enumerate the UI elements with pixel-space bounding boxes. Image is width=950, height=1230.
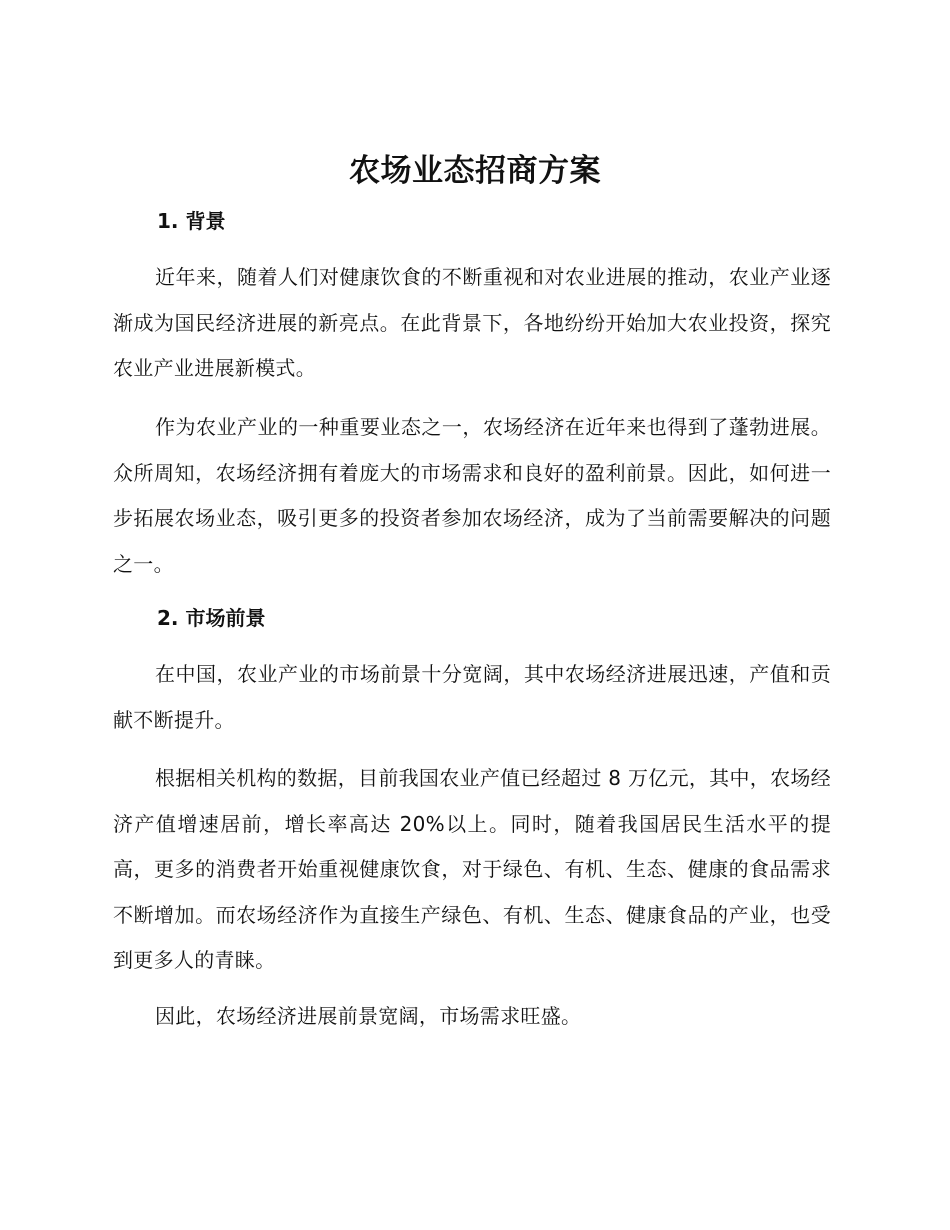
paragraph-market-1: 在中国，农业产业的市场前景十分宽阔，其中农场经济进展迅速，产值和贡献不断提升。 <box>113 662 831 732</box>
paragraph-market-3: 因此，农场经济进展前景宽阔，市场需求旺盛。 <box>155 1004 582 1028</box>
paragraph-background-1: 近年来，随着人们对健康饮食的不断重视和对农业进展的推动，农业产业逐渐成为国民经济进展的新亮点。在此背景下，各地纷纷开始加大农业投资，探究农业产业进展新模式。 <box>113 265 831 381</box>
paragraph-background-2: 作为农业产业的一种重要业态之一，农场经济在近年来也得到了蓬勃进展。众所周知，农场经济拥有着庞大的市场需求和良好的盈利前景。因此，如何进一步拓展农场业态，吸引更多的投资者参加农场经济，成为了当前需要解决的问题之一。 <box>113 415 831 576</box>
section-heading-background: 1. 背景 <box>157 209 226 233</box>
section-heading-market-outlook: 2. 市场前景 <box>157 606 266 630</box>
paragraph-market-2: 根据相关机构的数据，目前我国农业产值已经超过 8 万亿元，其中，农场经济产值增速居前，增长率高达 20%以上。同时，随着我国居民生活水平的提高，更多的消费者开始重视健康饮食，对于绿色、有机、生态、健康的食品需求不断增加。而农场经济作为直接生产绿色、有机、生态、健康食品的产业，也受到更多人的青睐。 <box>113 766 831 973</box>
document-title: 农场业态招商方案 <box>349 153 601 189</box>
